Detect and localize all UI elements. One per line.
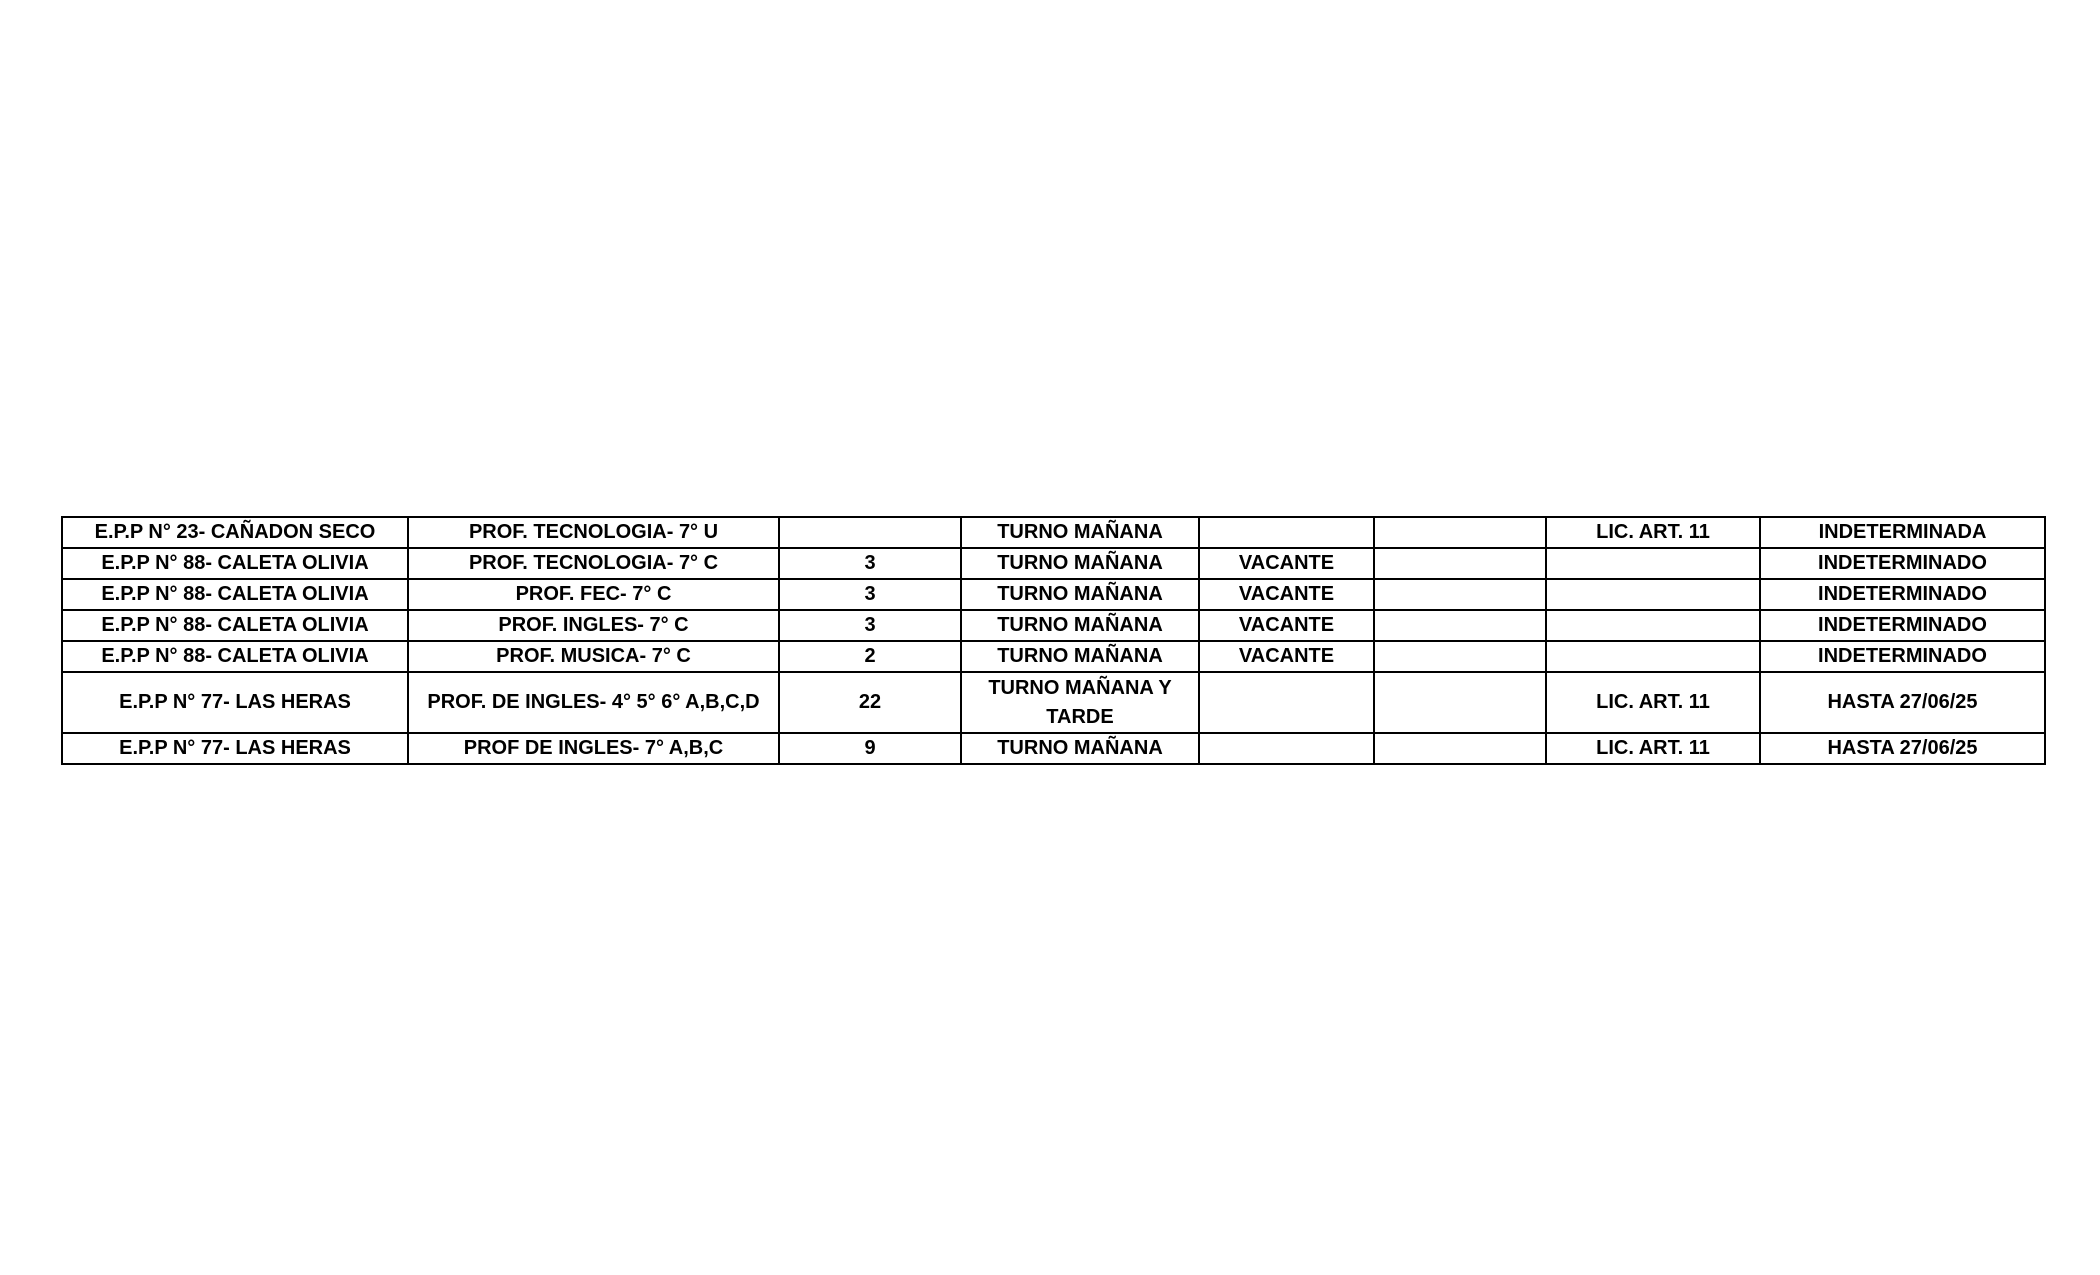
hours-cell: 3: [779, 579, 961, 610]
status-cell: [1199, 517, 1374, 548]
hours-cell: 2: [779, 641, 961, 672]
duration-cell: INDETERMINADA: [1760, 517, 2045, 548]
shift-cell: TURNO MAÑANA: [961, 517, 1199, 548]
reason-cell: [1546, 610, 1760, 641]
extra-cell: [1374, 517, 1546, 548]
position-cell: PROF. TECNOLOGIA- 7° U: [408, 517, 779, 548]
hours-cell: 3: [779, 548, 961, 579]
school-cell: E.P.P N° 88- CALETA OLIVIA: [62, 548, 408, 579]
duration-cell: HASTA 27/06/25: [1760, 672, 2045, 733]
shift-cell: TURNO MAÑANA: [961, 548, 1199, 579]
school-cell: E.P.P N° 88- CALETA OLIVIA: [62, 610, 408, 641]
extra-cell: [1374, 579, 1546, 610]
hours-cell: 22: [779, 672, 961, 733]
vacancies-table: [61, 516, 2046, 765]
table-row: [62, 548, 2045, 579]
reason-cell: [1546, 579, 1760, 610]
hours-cell: 9: [779, 733, 961, 764]
hours-cell: 3: [779, 610, 961, 641]
shift-cell: TURNO MAÑANA: [961, 610, 1199, 641]
extra-cell: [1374, 548, 1546, 579]
table-row: [62, 610, 2045, 641]
duration-cell: HASTA 27/06/25: [1760, 733, 2045, 764]
reason-cell: LIC. ART. 11: [1546, 517, 1760, 548]
hours-cell: [779, 517, 961, 548]
extra-cell: [1374, 733, 1546, 764]
status-cell: VACANTE: [1199, 548, 1374, 579]
position-cell: PROF. DE INGLES- 4° 5° 6° A,B,C,D: [408, 672, 779, 733]
table-row: [62, 672, 2045, 733]
shift-cell: TURNO MAÑANA: [961, 641, 1199, 672]
status-cell: VACANTE: [1199, 641, 1374, 672]
table-row: [62, 733, 2045, 764]
table-row: [62, 579, 2045, 610]
position-cell: PROF. FEC- 7° C: [408, 579, 779, 610]
position-cell: PROF DE INGLES- 7° A,B,C: [408, 733, 779, 764]
position-cell: PROF. INGLES- 7° C: [408, 610, 779, 641]
status-cell: VACANTE: [1199, 610, 1374, 641]
reason-cell: LIC. ART. 11: [1546, 733, 1760, 764]
duration-cell: INDETERMINADO: [1760, 610, 2045, 641]
status-cell: [1199, 672, 1374, 733]
duration-cell: INDETERMINADO: [1760, 579, 2045, 610]
duration-cell: INDETERMINADO: [1760, 641, 2045, 672]
shift-cell: TURNO MAÑANA: [961, 733, 1199, 764]
position-cell: PROF. MUSICA- 7° C: [408, 641, 779, 672]
school-cell: E.P.P N° 88- CALETA OLIVIA: [62, 579, 408, 610]
table-row: [62, 517, 2045, 548]
status-cell: [1199, 733, 1374, 764]
reason-cell: [1546, 641, 1760, 672]
table-row: [62, 641, 2045, 672]
position-cell: PROF. TECNOLOGIA- 7° C: [408, 548, 779, 579]
status-cell: VACANTE: [1199, 579, 1374, 610]
school-cell: E.P.P N° 88- CALETA OLIVIA: [62, 641, 408, 672]
reason-cell: LIC. ART. 11: [1546, 672, 1760, 733]
duration-cell: INDETERMINADO: [1760, 548, 2045, 579]
school-cell: E.P.P N° 77- LAS HERAS: [62, 672, 408, 733]
school-cell: E.P.P N° 23- CAÑADON SECO: [62, 517, 408, 548]
extra-cell: [1374, 672, 1546, 733]
reason-cell: [1546, 548, 1760, 579]
extra-cell: [1374, 610, 1546, 641]
shift-cell: TURNO MAÑANA Y TARDE: [961, 672, 1199, 733]
shift-cell: TURNO MAÑANA: [961, 579, 1199, 610]
extra-cell: [1374, 641, 1546, 672]
school-cell: E.P.P N° 77- LAS HERAS: [62, 733, 408, 764]
